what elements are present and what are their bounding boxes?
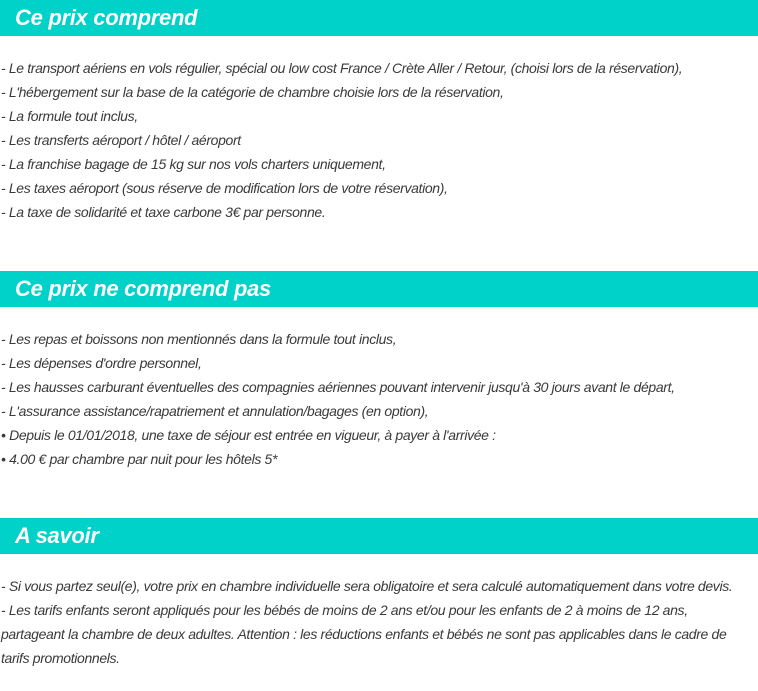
section-title: A savoir bbox=[0, 518, 758, 554]
list-item: - Les transferts aéroport / hôtel / aéroport bbox=[1, 132, 241, 148]
section-price-includes bbox=[0, 0, 758, 224]
list-item: - Les taxes aéroport (sous réserve de modification lors de votre réservation), bbox=[1, 180, 448, 196]
list-item: - L'assurance assistance/rapatriement et annulation/bagages (en option), bbox=[1, 403, 429, 419]
list-item: - La taxe de solidarité et taxe carbone 3€ par personne. bbox=[1, 204, 326, 220]
list-item: • Depuis le 01/01/2018, une taxe de séjour est entrée en vigueur, à payer à l'arrivée : bbox=[1, 427, 496, 443]
list-item: - La formule tout inclus, bbox=[1, 108, 138, 124]
list-item: - Les repas et boissons non mentionnés dans la formule tout inclus, bbox=[1, 331, 397, 347]
info-list bbox=[0, 554, 758, 670]
section-good-to-know bbox=[0, 518, 758, 670]
info-paragraph: - Si vous partez seul(e), votre prix en chambre individuelle sera obligatoire et sera calculé automatiquement dans votre devis. bbox=[1, 578, 733, 594]
section-price-excludes bbox=[0, 271, 758, 471]
list-item: - L'hébergement sur la base de la catégorie de chambre choisie lors de la réservation, bbox=[1, 84, 504, 100]
list-item: - Le transport aériens en vols régulier, spécial ou low cost France / Crète Aller / Retour, (choisi lors de la réservation), bbox=[1, 60, 683, 76]
info-paragraph: - Les tarifs enfants seront appliqués pour les bébés de moins de 2 ans et/ou pour les enfants de 2 à moins de 12 ans, partageant la chambre de deux adultes. Attention : les réductions enfants et bébés ne sont pas applicables dans le cadre de tarifs promotionnels. bbox=[1, 602, 727, 666]
list-item: - La franchise bagage de 15 kg sur nos vols charters uniquement, bbox=[1, 156, 386, 172]
section-title: Ce prix ne comprend pas bbox=[0, 271, 758, 307]
included-list bbox=[0, 36, 758, 224]
list-item: - Les hausses carburant éventuelles des compagnies aériennes pouvant intervenir jusqu'à 30 jours avant le départ, bbox=[1, 379, 675, 395]
list-item: - Les dépenses d'ordre personnel, bbox=[1, 355, 202, 371]
list-item: • 4.00 € par chambre par nuit pour les hôtels 5* bbox=[1, 451, 278, 467]
section-title: Ce prix comprend bbox=[0, 0, 758, 36]
excluded-list bbox=[0, 307, 758, 471]
